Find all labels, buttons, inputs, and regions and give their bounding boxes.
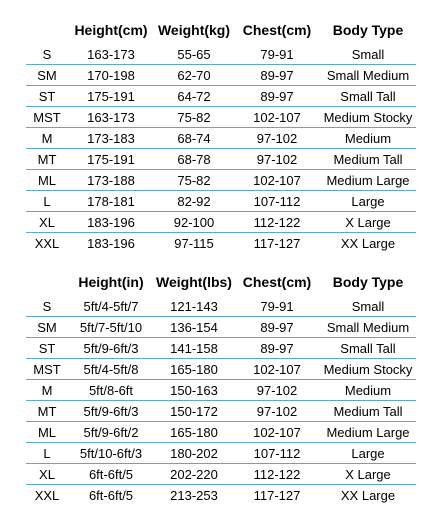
table-row [26,44,416,65]
height-cell: 5ft/8-6ft [68,380,154,401]
size-cell: MST [26,107,68,128]
height-cell: 173-183 [68,128,154,149]
size-cell: MT [26,401,68,422]
size-cell: XL [26,212,68,233]
chest-cell: 79-91 [234,44,320,65]
table-row [26,443,416,464]
table-row [26,485,416,506]
height-cell: 5ft/4-5ft/8 [68,359,154,380]
weight-cell: 62-70 [154,65,234,86]
body-type-cell: X Large [320,464,416,485]
body-type-cell: X Large [320,212,416,233]
chest-cell: 102-107 [234,359,320,380]
body-type-cell: Medium Tall [320,149,416,170]
height-cell: 163-173 [68,107,154,128]
chest-cell: 117-127 [234,233,320,254]
size-cell: M [26,380,68,401]
weight-cell: 202-220 [154,464,234,485]
body-type-column-header: Body Type [332,22,404,38]
height-cell: 5ft/9-6ft/2 [68,422,154,443]
table-row [26,359,416,380]
size-column-header [26,268,68,296]
table-row [26,233,416,254]
weight-cell: 68-78 [154,149,234,170]
body-type-cell: XX Large [320,485,416,506]
weight-cell: 165-180 [154,359,234,380]
table-row [26,191,416,212]
size-cell: MT [26,149,68,170]
table-row [26,338,416,359]
body-type-column-header: Body Type [332,274,404,290]
chest-cell: 97-102 [234,380,320,401]
height-cell: 5ft/4-5ft/7 [68,296,154,317]
body-type-cell: Medium Tall [320,401,416,422]
size-cell: XXL [26,233,68,254]
table-row [26,317,416,338]
chest-cell: 89-97 [234,86,320,107]
chest-cell: 112-122 [234,464,320,485]
height-cell: 5ft/9-6ft/3 [68,401,154,422]
chest-cell: 89-97 [234,338,320,359]
height-column-header: Height(in) [78,274,144,290]
height-column-header: Height(cm) [74,22,148,38]
height-cell: 170-198 [68,65,154,86]
height-cell: 175-191 [68,86,154,107]
body-type-cell: Small Tall [320,338,416,359]
height-cell: 178-181 [68,191,154,212]
table-row [26,401,416,422]
table-row [26,149,416,170]
weight-cell: 68-74 [154,128,234,149]
size-cell: L [26,443,68,464]
chest-cell: 97-102 [234,149,320,170]
size-cell: S [26,44,68,65]
weight-cell: 150-163 [154,380,234,401]
height-cell: 5ft/10-6ft/3 [68,443,154,464]
height-cell: 175-191 [68,149,154,170]
body-type-cell: Small [320,44,416,65]
chest-cell: 102-107 [234,422,320,443]
metric-size-table [26,16,416,254]
size-cell: S [26,296,68,317]
chest-column-header: Chest(cm) [242,22,312,38]
weight-cell: 75-82 [154,107,234,128]
table-row [26,212,416,233]
chest-cell: 97-102 [234,401,320,422]
weight-cell: 121-143 [154,296,234,317]
size-cell: SM [26,317,68,338]
table-row [26,464,416,485]
weight-cell: 92-100 [154,212,234,233]
weight-cell: 150-172 [154,401,234,422]
table-row [26,128,416,149]
height-cell: 5ft/7-5ft/10 [68,317,154,338]
weight-cell: 136-154 [154,317,234,338]
body-type-cell: XX Large [320,233,416,254]
weight-cell: 75-82 [154,170,234,191]
size-cell: XL [26,464,68,485]
height-cell: 6ft-6ft/5 [68,464,154,485]
height-cell: 173-188 [68,170,154,191]
size-cell: XXL [26,485,68,506]
chest-cell: 112-122 [234,212,320,233]
chest-cell: 107-112 [234,191,320,212]
body-type-cell: Medium [320,128,416,149]
height-cell: 5ft/9-6ft/3 [68,338,154,359]
table-row [26,422,416,443]
chest-column-header: Chest(cm) [242,274,312,290]
weight-cell: 64-72 [154,86,234,107]
body-type-cell: Medium Stocky [320,359,416,380]
body-type-cell: Medium [320,380,416,401]
body-type-cell: Medium Large [320,170,416,191]
chest-cell: 89-97 [234,65,320,86]
size-column-header [26,16,68,44]
weight-cell: 213-253 [154,485,234,506]
weight-cell: 97-115 [154,233,234,254]
size-cell: M [26,128,68,149]
body-type-cell: Small [320,296,416,317]
table-row [26,65,416,86]
chest-cell: 89-97 [234,317,320,338]
height-cell: 163-173 [68,44,154,65]
weight-column-header: Weight(kg) [157,22,231,38]
weight-cell: 180-202 [154,443,234,464]
size-cell: SM [26,65,68,86]
size-cell: ST [26,338,68,359]
chest-cell: 107-112 [234,443,320,464]
body-type-cell: Small Medium [320,65,416,86]
weight-cell: 55-65 [154,44,234,65]
chest-cell: 102-107 [234,107,320,128]
height-cell: 183-196 [68,233,154,254]
chest-cell: 97-102 [234,128,320,149]
chest-cell: 117-127 [234,485,320,506]
table-row [26,107,416,128]
height-cell: 183-196 [68,212,154,233]
table-row [26,86,416,107]
height-cell: 6ft-6ft/5 [68,485,154,506]
body-type-cell: Large [320,191,416,212]
body-type-cell: Small Medium [320,317,416,338]
table-row [26,380,416,401]
size-cell: L [26,191,68,212]
chest-cell: 102-107 [234,170,320,191]
table-header-row [26,268,416,296]
weight-column-header: Weight(lbs) [156,274,232,290]
body-type-cell: Medium Stocky [320,107,416,128]
weight-cell: 82-92 [154,191,234,212]
size-cell: ML [26,170,68,191]
body-type-cell: Large [320,443,416,464]
size-cell: MST [26,359,68,380]
weight-cell: 165-180 [154,422,234,443]
chest-cell: 79-91 [234,296,320,317]
table-row [26,296,416,317]
size-cell: ST [26,86,68,107]
weight-cell: 141-158 [154,338,234,359]
imperial-size-table [26,268,416,506]
body-type-cell: Medium Large [320,422,416,443]
table-header-row [26,16,416,44]
body-type-cell: Small Tall [320,86,416,107]
table-row [26,170,416,191]
size-cell: ML [26,422,68,443]
